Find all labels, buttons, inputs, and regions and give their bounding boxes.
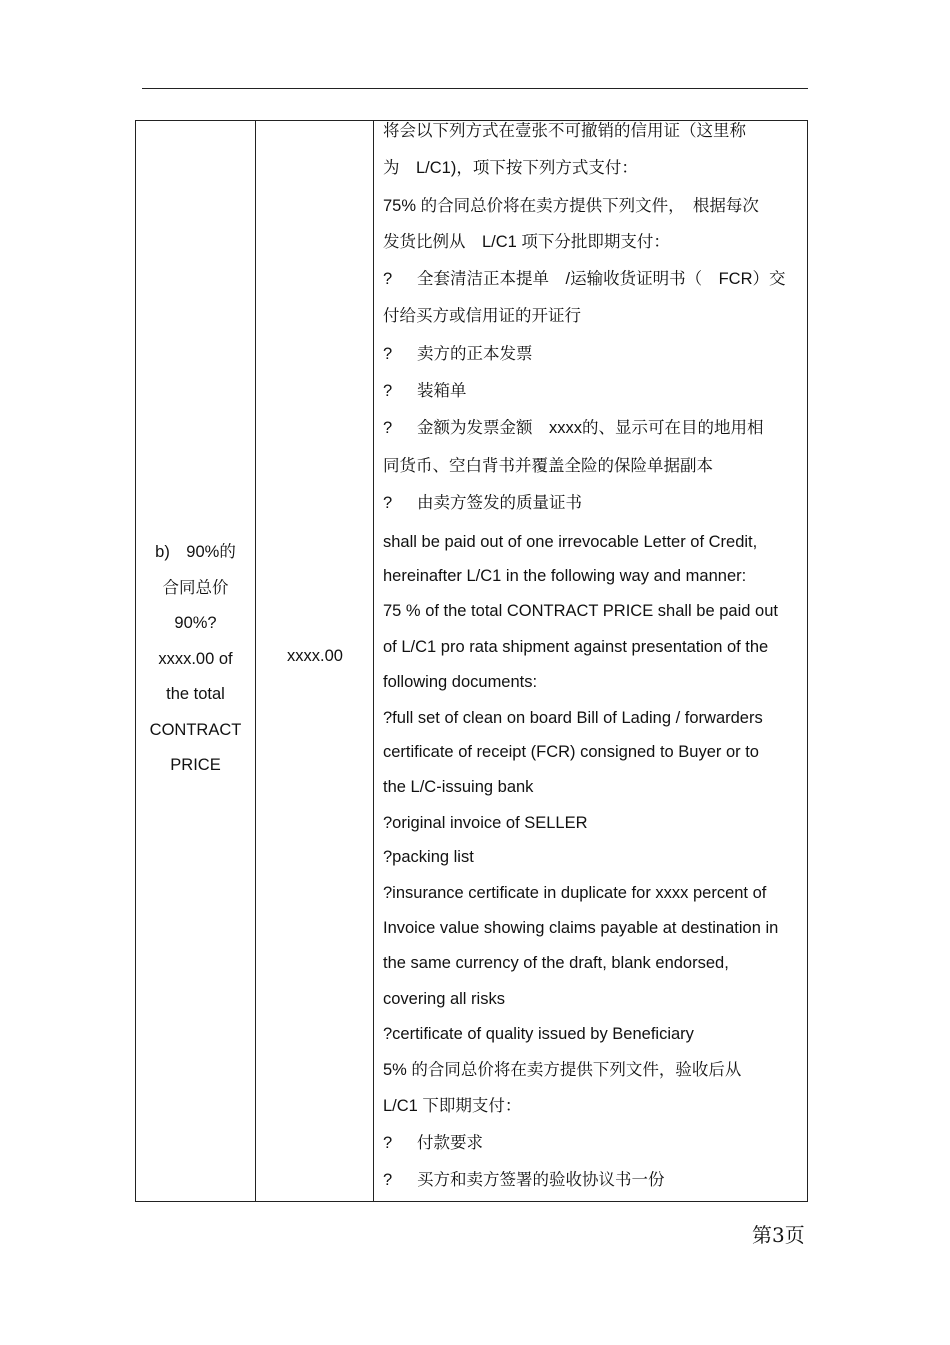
terms-line [383,630,768,665]
terms-text: 将会以下列方式在壹张不可撤销的信用证（这里称 [383,122,746,140]
terms-text: shall be paid out of one irrevocable Letter of Credit, [383,533,758,551]
bullet-marker: ? [383,1134,393,1152]
terms-text: ?insurance certificate in duplicate for xxxx percent of [383,884,767,902]
terms-line [383,299,581,334]
terms-line [383,189,759,224]
item-line: the total [166,685,225,703]
terms-text: 发货比例从 L/C1 项下分批即期支付： [383,233,670,251]
terms-text: 为 L/C1)，项下按下列方式支付： [383,159,638,177]
header-rule [142,88,808,89]
terms-line [383,1017,694,1052]
terms-text: 买方和卖方签署的验收协议书一份 [417,1171,665,1189]
terms-line [383,840,474,875]
terms-line [383,525,757,560]
terms-line [383,735,759,770]
item-line: xxxx.00 of [158,649,233,668]
bullet-line [383,486,582,521]
terms-text: 由卖方签发的质量证书 [417,494,582,512]
bullet-marker: ? [383,270,393,288]
bullet-line [383,262,786,297]
terms-line [383,449,713,484]
bullet-line [383,411,764,446]
terms-line [383,911,778,946]
terms-line [383,225,670,260]
item-line: CONTRACT [149,720,242,739]
terms-text: ?full set of clean on board Bill of Lading / forwarders [383,709,763,727]
bullet-line [383,1126,483,1161]
payment-item-cell [136,535,255,784]
terms-text: the L/C-issuing bank [383,778,534,796]
terms-text: 75% 的合同总价将在卖方提供下列文件， 根据每次 [383,197,759,215]
terms-line [383,770,533,805]
bullet-line [383,374,467,409]
terms-text: ?certificate of quality issued by Beneficiary [383,1025,694,1043]
terms-line [383,151,638,186]
terms-text: 5% 的合同总价将在卖方提供下列文件，验收后从 [383,1061,742,1079]
terms-line [383,114,746,149]
terms-line [383,701,763,736]
terms-text: ?original invoice of SELLER [383,814,588,832]
terms-text: of L/C1 pro rata shipment against presentation of the [383,638,769,656]
terms-text: following documents: [383,673,538,691]
terms-line [383,876,766,911]
item-line: b) 90%的 [155,543,236,561]
terms-text: 金额为发票金额 xxxx的、显示可在目的地用相 [417,419,764,437]
terms-text: 装箱单 [417,382,467,400]
bullet-line [383,1163,665,1198]
page-number: 第3页 [752,1223,805,1247]
bullet-line [383,337,533,372]
terms-text: 付给买方或信用证的开证行 [383,307,581,325]
bullet-marker: ? [383,382,393,400]
bullet-marker: ? [383,419,393,437]
terms-text: 同货币、空白背书并覆盖全险的保险单据副本 [383,457,713,475]
terms-line [383,665,537,700]
bullet-marker: ? [383,345,393,363]
bullet-marker: ? [383,1171,393,1189]
item-line: 90%? [174,614,217,632]
terms-text: 卖方的正本发票 [417,345,533,363]
terms-text: the same currency of the draft, blank endorsed, [383,954,729,972]
terms-line [383,594,778,629]
terms-text: covering all risks [383,990,505,1008]
terms-text: certificate of receipt (FCR) consigned to Buyer or to [383,743,759,761]
item-line: 合同总价 [162,578,229,597]
terms-line [383,982,505,1017]
terms-text: ?packing list [383,848,474,866]
bullet-marker: ? [383,494,393,512]
item-line: PRICE [170,756,221,774]
terms-text: 75 % of the total CONTRACT PRICE shall be paid out [383,602,778,620]
terms-text: 付款要求 [417,1134,483,1152]
payment-amount-cell: xxxx.00 [287,647,343,665]
terms-text: L/C1 下即期支付： [383,1097,522,1115]
payment-terms-table [135,120,808,1202]
terms-line [383,1089,521,1124]
terms-line [383,1053,741,1088]
terms-text: Invoice value showing claims payable at destination in [383,919,779,937]
terms-line [383,559,746,594]
terms-text: 全套清洁正本提单 /运输收货证明书（ FCR）交 [417,270,786,288]
terms-line [383,806,588,841]
terms-line [383,946,729,981]
terms-text: hereinafter L/C1 in the following way and manner: [383,567,747,585]
